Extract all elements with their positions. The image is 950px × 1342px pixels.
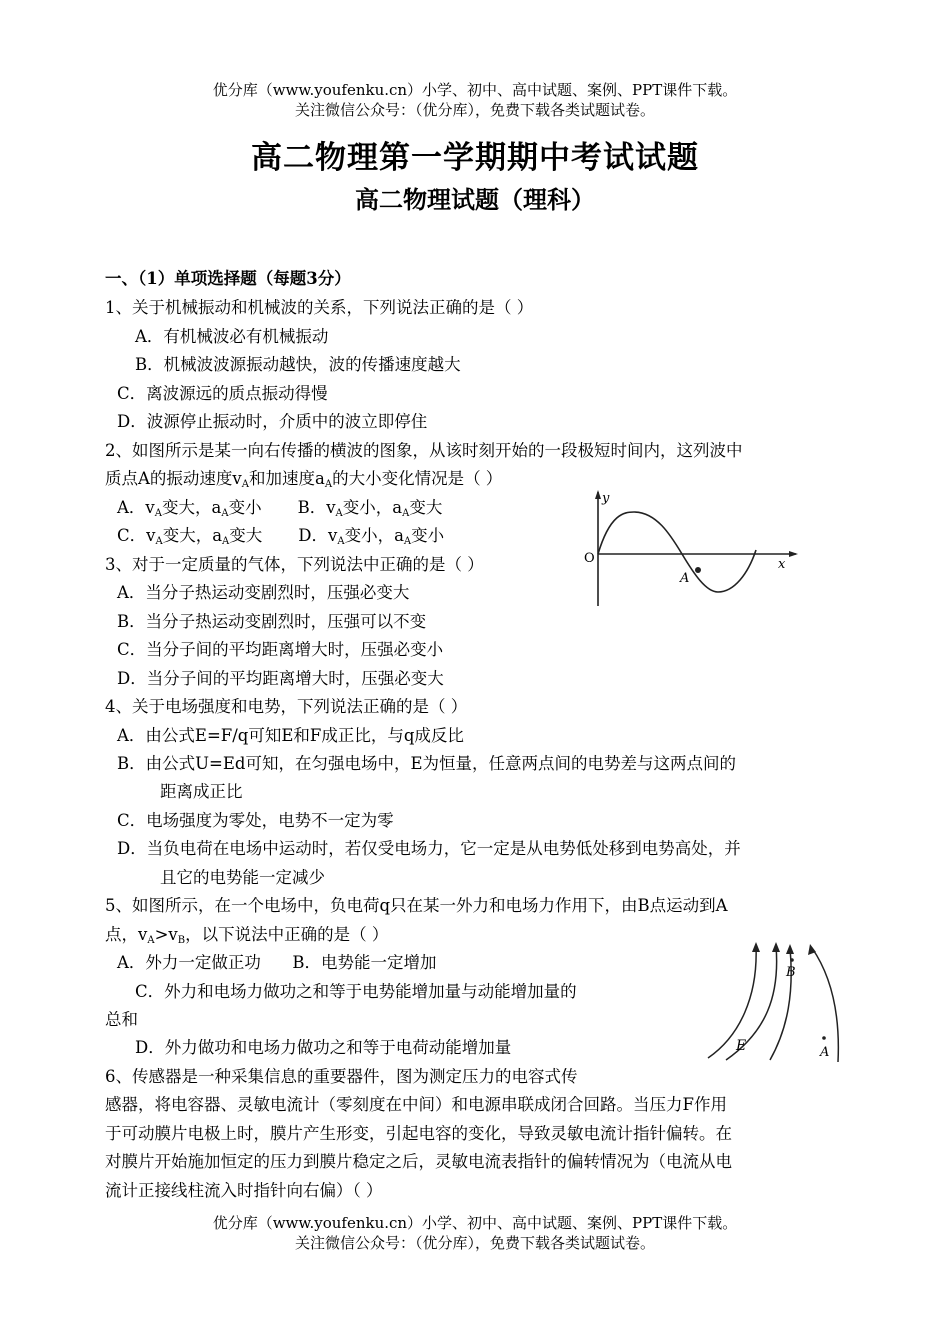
q5-stem-line-2: 点，$v_A>v_B$，以下说法中正确的是（ ） [105, 925, 389, 946]
q2-stem-line-1: 2、如图所示是某一向右传播的横波的图象，从该时刻开始的一段极短时间内，这列波中 [105, 441, 743, 460]
q3-option-c: C．当分子间的平均距离增大时，压强必变小 [117, 640, 444, 659]
field-e-label: E [736, 1038, 747, 1054]
header-line-2: 关注微信公众号：（优分库），免费下载各类试题试卷。 [294, 101, 655, 119]
q4-stem: 4、关于电场强度和电势，下列说法正确的是（ ） [105, 697, 468, 716]
footer-line-1: 优分库（www.youfenku.cn）小学、初中、高中试题、案例、PPT课件下载。 [212, 1214, 738, 1232]
q6-line-5: 流计正接线柱流入时指针向右偏）（ ） [105, 1181, 383, 1200]
field-line-1 [708, 946, 756, 1058]
q3-option-d: D．当分子间的平均距离增大时，压强必变大 [117, 669, 444, 688]
q6-line-2: 感器，将电容器、灵敏电流计（零刻度在中间）和电源串联成闭合回路。当压力F作用 [105, 1095, 727, 1114]
q2-option-b: B．$v_A$变小，$a_A$变大 [297, 498, 443, 519]
q6-line-3: 于可动膜片电极上时，膜片产生形变，引起电容的变化，导致灵敏电流计指针偏转。在 [105, 1124, 732, 1143]
header-line-1: 优分库（www.youfenku.cn）小学、初中、高中试题、案例、PPT课件下载。 [212, 81, 738, 99]
q2-options-cd [117, 525, 444, 547]
section-heading: 一、（1）单项选择题（每题3分） [105, 269, 351, 288]
point-b-label: B [786, 965, 796, 980]
q4-option-d-line-2: 且它的电势能一定减少 [160, 868, 325, 887]
q2-stem-line-2: 质点A的振动速度$v_A$和加速度$a_A$的大小变化情况是（ ） [105, 469, 503, 490]
wave-curve [598, 512, 756, 592]
page-title: 高二物理第一学期期中考试试题 [251, 140, 699, 176]
point-a-marker [695, 567, 701, 573]
q6-line-1: 6、传感器是一种采集信息的重要器件，图为测定压力的电容式传 [105, 1067, 578, 1086]
y-axis-label: y [602, 491, 610, 506]
q1-option-d: D．波源停止振动时，介质中的波立即停住 [117, 412, 428, 431]
point-a-label: A [820, 1045, 830, 1060]
q5-options-ab: A．外力一定做正功 B．电势能一定增加 [117, 953, 437, 972]
q1-option-b: B．机械波波源振动越快，波的传播速度越大 [135, 355, 461, 374]
x-axis-label: x [778, 557, 786, 572]
field-lines-figure [700, 936, 850, 1068]
q5-option-c-line-2: 总和 [105, 1010, 138, 1029]
q1-option-c: C．离波源远的质点振动得慢 [117, 384, 328, 403]
origin-label: O [584, 551, 595, 566]
point-a-marker [822, 1036, 826, 1040]
q4-option-c: C．电场强度为零处，电势不一定为零 [117, 811, 394, 830]
page-subtitle: 高二物理试题（理科） [355, 185, 595, 214]
q3-option-a: A．当分子热运动变剧烈时，压强必变大 [117, 583, 410, 602]
q5-stem-line-1: 5、如图所示，在一个电场中，负电荷q只在某一外力和电场力作用下，由B点运动到A [105, 896, 728, 915]
q6-line-4: 对膜片开始施加恒定的压力到膜片稳定之后，灵敏电流表指针的偏转情况为（电流从电 [105, 1152, 732, 1171]
q3-stem: 3、对于一定质量的气体，下列说法中正确的是（ ） [105, 555, 484, 574]
q1-stem: 1、关于机械振动和机械波的关系，下列说法正确的是（ ） [105, 298, 534, 317]
q4-option-d-line-1: D．当负电荷在电场中运动时，若仅受电场力，它一定是从电势低处移到电势高处，并 [117, 839, 741, 858]
point-a-label: A [680, 571, 690, 586]
q3-option-b: B．当分子热运动变剧烈时，压强可以不变 [117, 612, 427, 631]
q2-option-d: D．$v_A$变小，$a_A$变小 [298, 526, 445, 547]
q4-option-b-line-1: B．由公式U=Ed可知，在匀强电场中，E为恒量，任意两点间的电势差与这两点间的 [117, 754, 737, 773]
q5-option-c-line-1: C．外力和电场力做功之和等于电势能增加量与动能增加量的 [135, 982, 577, 1001]
q2-options-ab [117, 497, 442, 519]
point-b-marker [790, 958, 794, 962]
field-line-2 [726, 946, 777, 1060]
q4-option-b-line-2: 距离成正比 [160, 782, 243, 801]
wave-figure [578, 488, 804, 610]
q4-option-a: A．由公式E=F/q可知E和F成正比，与q成反比 [117, 726, 464, 745]
q1-option-a: A．有机械波必有机械振动 [135, 327, 329, 346]
q5-option-d: D．外力做功和电场力做功之和等于电荷动能增加量 [135, 1038, 512, 1057]
q2-option-a: A．$v_A$变大，$a_A$变小 [117, 498, 262, 519]
footer-line-2: 关注微信公众号：（优分库），免费下载各类试题试卷。 [294, 1234, 655, 1252]
q2-option-c: C．$v_A$变大，$a_A$变大 [117, 526, 263, 547]
